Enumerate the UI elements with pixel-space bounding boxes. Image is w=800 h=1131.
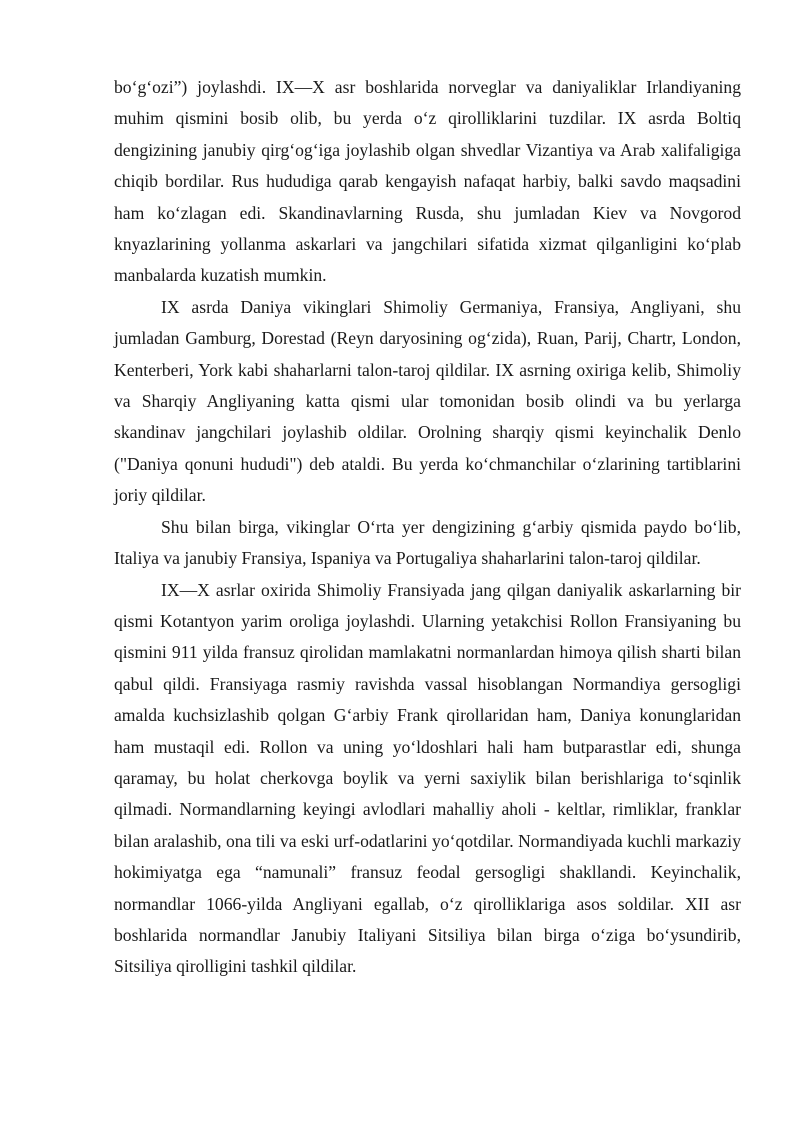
paragraph-continuation: bo‘g‘ozi”) joylashdi. IX—X asr boshlarida norveglar va daniyaliklar Irlandiyaning muhim qismini bosib olib, bu yerda o‘z qirolliklarini tuzdilar. IX asrda Boltiq dengizining janubiy qirg‘og‘iga joylashib olgan shvedlar Vizantiya va Arab xalifaligiga chiqib bordilar. Rus hududiga qarab kengayish nafaqat harbiy, balki savdo maqsadini ham ko‘zlagan edi. Skandinavlarning Rusda, shu jumladan Kiev va Novgorod knyazlarining yollanma askarlari va jangchilari sifatida xizmat qilganligini ko‘plab manbalarda kuzatish mumkin. [114, 77, 741, 286]
document-page [114, 72, 741, 983]
paragraph-normandy: IX—X asrlar oxirida Shimoliy Fransiyada jang qilgan daniyalik askarlarning bir qismi Kotantyon yarim oroliga joylashdi. Ularning yetakchisi Rollon Fransiyaning bu qismini 911 yilda fransuz qirolidan mamlakatni normanlardan himoya qilish sharti bilan qabul qildi. Fransiyaga rasmiy ravishda vassal hisoblangan Normandiya gersogligi amalda kuchsizlashib qolgan G‘arbiy Frank qirollaridan ham, Daniya konunglaridan ham mustaqil edi. Rollon va uning yo‘ldoshlari hali ham butparastlar edi, shunga qaramay, bu holat cherkovga boylik va yerni saxiylik bilan berishlariga to‘sqinlik qilmadi. Normandlarning keyingi avlodlari mahalliy aholi - keltlar, rimliklar, franklar bilan aralashib, ona tili va eski urf-odatlarini yo‘qotdilar. Normandiyada kuchli markaziy hokimiyatga ega “namunali” fransuz feodal gersogligi shakllandi. Keyinchalik, normandlar 1066-yilda Angliyani egallab, o‘z qirolliklariga asos soldilar. XII asr boshlarida normandlar Janubiy Italiyani Sitsiliya bilan birga o‘ziga bo‘ysundirib, Sitsiliya qirolligini tashkil qildilar. [114, 579, 741, 977]
paragraph-mediterranean: Shu bilan birga, vikinglar O‘rta yer dengizining g‘arbiy qismida paydo bo‘lib, Italiya va janubiy Fransiya, Ispaniya va Portugaliya shaharlarini talon-taroj qildilar. [114, 516, 741, 569]
paragraph-danish-vikings: IX asrda Daniya vikinglari Shimoliy Germaniya, Fransiya, Angliyani, shu jumladan Gamburg, Dorestad (Reyn daryosining og‘zida), Ruan, Parij, Chartr, London, Kenterberi, York kabi shaharlarni talon-taroj qildilar. IX asrning oxiriga kelib, Shimoliy va Sharqiy Angliyaning katta qismi ular tomonidan bosib olindi va bu yerlarga skandinav jangchilari joylashib oldilar. Orolning sharqiy qismi keyinchalik Denlo ("Daniya qonuni hududi") deb ataldi. Bu yerda ko‘chmanchilar o‘zlarining tartiblarini joriy qildilar. [114, 296, 741, 506]
